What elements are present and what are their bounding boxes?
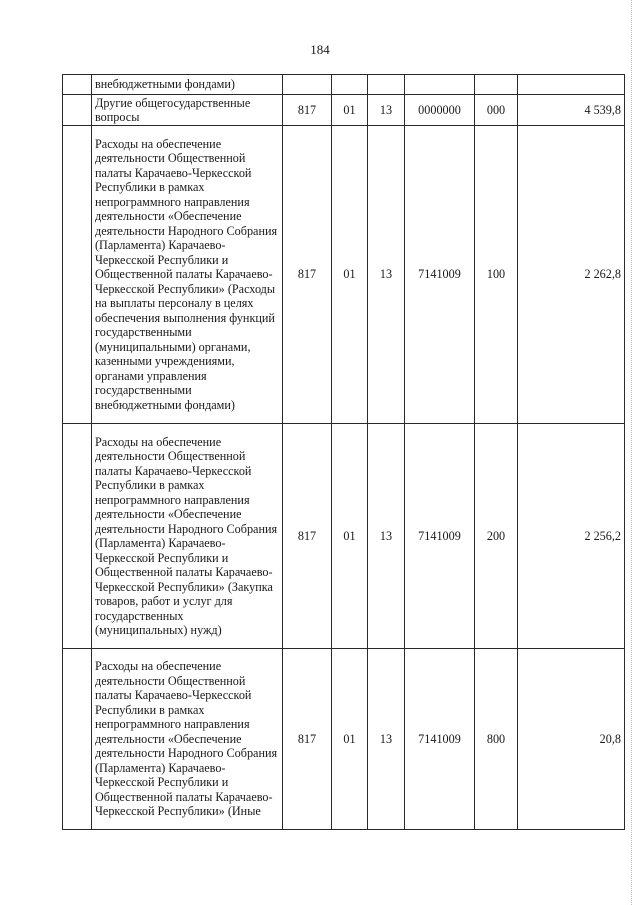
admin-code-cell [283, 75, 332, 95]
section-cell [332, 75, 368, 95]
section-cell: 01 [332, 95, 368, 126]
row-index-cell [63, 75, 92, 95]
section-cell: 01 [332, 126, 368, 424]
amount-cell: 2 262,8 [518, 126, 625, 424]
target-article-cell: 0000000 [405, 95, 475, 126]
row-index-cell [63, 126, 92, 424]
description-cell: Другие общегосударственные вопросы [92, 95, 283, 126]
subsection-cell: 13 [368, 649, 405, 830]
subsection-cell: 13 [368, 95, 405, 126]
expense-type-cell: 800 [475, 649, 518, 830]
section-cell: 01 [332, 424, 368, 649]
subsection-cell: 13 [368, 424, 405, 649]
amount-cell: 20,8 [518, 649, 625, 830]
amount-cell: 4 539,8 [518, 95, 625, 126]
expense-type-cell [475, 75, 518, 95]
subsection-cell [368, 75, 405, 95]
amount-cell: 2 256,2 [518, 424, 625, 649]
scan-edge-divider [631, 0, 633, 905]
admin-code-cell: 817 [283, 126, 332, 424]
expense-type-cell: 200 [475, 424, 518, 649]
expense-type-cell: 100 [475, 126, 518, 424]
budget-table [62, 74, 625, 830]
target-article-cell: 7141009 [405, 649, 475, 830]
page-number: 184 [310, 42, 330, 57]
table-row [63, 75, 625, 95]
subsection-cell: 13 [368, 126, 405, 424]
table-row [63, 126, 625, 424]
section-cell: 01 [332, 649, 368, 830]
row-index-cell [63, 649, 92, 830]
description-cell: Расходы на обеспечение деятельности Общественной палаты Карачаево-Черкесской Республики в рамках непрограммного направления деятельности «Обеспечение деятельности Народного Собрания (Парламента) Карачаево-Черкесской Республики и Общественной палаты Карачаево-Черкесской Республики» (Иные [92, 649, 283, 830]
amount-cell [518, 75, 625, 95]
table-row [63, 95, 625, 126]
table-row [63, 424, 625, 649]
target-article-cell: 7141009 [405, 424, 475, 649]
description-cell: внебюджетными фондами) [92, 75, 283, 95]
row-index-cell [63, 95, 92, 126]
admin-code-cell: 817 [283, 649, 332, 830]
admin-code-cell: 817 [283, 424, 332, 649]
expense-type-cell: 000 [475, 95, 518, 126]
admin-code-cell: 817 [283, 95, 332, 126]
target-article-cell: 7141009 [405, 126, 475, 424]
row-index-cell [63, 424, 92, 649]
target-article-cell [405, 75, 475, 95]
table-row [63, 649, 625, 830]
description-cell: Расходы на обеспечение деятельности Общественной палаты Карачаево-Черкесской Республики в рамках непрограммного направления деятельности «Обеспечение деятельности Народного Собрания (Парламента) Карачаево-Черкесской Республики и Общественной палаты Карачаево-Черкесской Республики» (Закупка товаров, работ и услуг для государственных (муниципальных) нужд) [92, 424, 283, 649]
description-cell: Расходы на обеспечение деятельности Общественной палаты Карачаево-Черкесской Республики в рамках непрограммного направления деятельности «Обеспечение деятельности Народного Собрания (Парламента) Карачаево-Черкесской Республики и Общественной палаты Карачаево-Черкесской Республики» (Расходы на выплаты персоналу в целях обеспечения выполнения функций государственными (муниципальными) органами, казенными учреждениями, органами управления государственными внебюджетными фондами) [92, 126, 283, 424]
